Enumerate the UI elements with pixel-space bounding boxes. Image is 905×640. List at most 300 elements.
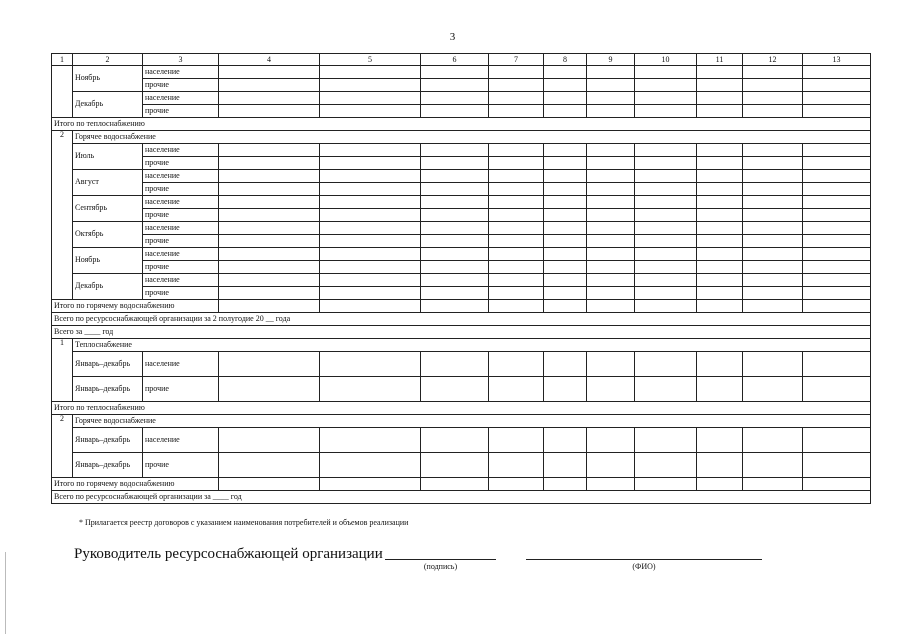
data-cell — [544, 274, 587, 287]
data-cell — [544, 170, 587, 183]
data-cell — [697, 66, 743, 79]
total-row — [52, 478, 871, 491]
data-cell — [421, 248, 489, 261]
data-cell — [635, 274, 697, 287]
data-cell — [587, 235, 635, 248]
data-cell — [320, 92, 421, 105]
data-cell — [544, 79, 587, 92]
table-row — [52, 377, 871, 402]
data-cell — [219, 144, 320, 157]
data-cell — [320, 196, 421, 209]
data-cell — [803, 248, 871, 261]
section-number — [52, 66, 73, 118]
data-cell — [489, 287, 544, 300]
table-row — [52, 274, 871, 287]
consumer-cell: население — [143, 274, 219, 287]
consumer-cell: население — [143, 248, 219, 261]
data-cell — [489, 453, 544, 478]
data-cell — [635, 300, 697, 313]
data-cell — [697, 92, 743, 105]
data-cell — [635, 105, 697, 118]
consumer-cell: население — [143, 428, 219, 453]
data-cell — [697, 287, 743, 300]
data-cell — [587, 248, 635, 261]
data-cell — [743, 261, 803, 274]
consumer-cell: население — [143, 170, 219, 183]
data-cell — [587, 92, 635, 105]
data-cell — [320, 287, 421, 300]
data-cell — [587, 144, 635, 157]
data-cell — [421, 209, 489, 222]
data-cell — [803, 300, 871, 313]
data-cell — [320, 300, 421, 313]
column-number: 4 — [219, 54, 320, 66]
data-cell — [544, 287, 587, 300]
signature-line — [385, 559, 496, 560]
data-cell — [635, 222, 697, 235]
data-cell — [219, 248, 320, 261]
data-cell — [489, 248, 544, 261]
data-cell — [421, 196, 489, 209]
data-cell — [635, 352, 697, 377]
data-cell — [803, 478, 871, 491]
data-cell — [743, 144, 803, 157]
section-number: 2 — [52, 415, 73, 478]
data-cell — [219, 209, 320, 222]
consumer-cell: население — [143, 144, 219, 157]
data-cell — [697, 183, 743, 196]
data-cell — [219, 170, 320, 183]
data-cell — [320, 170, 421, 183]
data-cell — [697, 235, 743, 248]
data-cell — [320, 377, 421, 402]
month-cell: Октябрь — [73, 222, 143, 248]
data-cell — [421, 66, 489, 79]
data-cell — [803, 170, 871, 183]
total-row — [52, 300, 871, 313]
month-cell: Август — [73, 170, 143, 196]
data-cell — [743, 300, 803, 313]
data-cell — [421, 222, 489, 235]
data-cell — [219, 478, 320, 491]
data-cell — [743, 157, 803, 170]
table-row — [52, 92, 871, 105]
total-label: Итого по теплоснабжению — [52, 402, 871, 415]
data-cell — [803, 105, 871, 118]
data-cell — [219, 105, 320, 118]
section-header-row — [52, 339, 871, 352]
data-cell — [544, 183, 587, 196]
data-cell — [421, 144, 489, 157]
data-cell — [803, 274, 871, 287]
data-cell — [587, 170, 635, 183]
column-number: 6 — [421, 54, 489, 66]
table-row — [52, 352, 871, 377]
column-number: 8 — [544, 54, 587, 66]
data-cell — [803, 183, 871, 196]
data-cell — [320, 157, 421, 170]
section-number: 2 — [52, 131, 73, 300]
data-cell — [697, 105, 743, 118]
data-cell — [587, 274, 635, 287]
total-row — [52, 118, 871, 131]
data-cell — [803, 79, 871, 92]
data-cell — [635, 209, 697, 222]
data-cell — [219, 196, 320, 209]
data-cell — [489, 66, 544, 79]
month-cell: Январь–декабрь — [73, 453, 143, 478]
data-cell — [635, 66, 697, 79]
table-row — [52, 196, 871, 209]
data-cell — [421, 170, 489, 183]
data-cell — [743, 377, 803, 402]
data-cell — [803, 287, 871, 300]
total-row — [52, 491, 871, 504]
consumer-cell: прочие — [143, 209, 219, 222]
consumer-cell: прочие — [143, 377, 219, 402]
data-cell — [219, 222, 320, 235]
data-cell — [587, 157, 635, 170]
signature-caption: (подпись) — [423, 562, 458, 571]
data-cell — [489, 478, 544, 491]
data-cell — [635, 235, 697, 248]
column-number: 10 — [635, 54, 697, 66]
data-cell — [743, 428, 803, 453]
data-cell — [219, 92, 320, 105]
data-cell — [544, 222, 587, 235]
data-cell — [421, 478, 489, 491]
column-number-row — [52, 54, 871, 66]
column-number: 2 — [73, 54, 143, 66]
data-cell — [587, 222, 635, 235]
data-cell — [803, 352, 871, 377]
data-cell — [743, 235, 803, 248]
column-number: 3 — [143, 54, 219, 66]
data-cell — [489, 300, 544, 313]
data-cell — [743, 79, 803, 92]
month-cell: Сентябрь — [73, 196, 143, 222]
data-cell — [544, 248, 587, 261]
total-row — [52, 326, 871, 339]
scan-margin-mark — [5, 552, 6, 634]
column-number: 5 — [320, 54, 421, 66]
data-cell — [743, 453, 803, 478]
data-cell — [697, 222, 743, 235]
data-cell — [544, 209, 587, 222]
data-cell — [803, 235, 871, 248]
data-cell — [489, 209, 544, 222]
total-label: Итого по теплоснабжению — [52, 118, 871, 131]
consumer-cell: население — [143, 222, 219, 235]
consumer-cell: прочие — [143, 287, 219, 300]
data-cell — [587, 66, 635, 79]
data-cell — [219, 453, 320, 478]
data-cell — [489, 428, 544, 453]
data-cell — [421, 453, 489, 478]
table-row — [52, 183, 871, 196]
data-cell — [803, 196, 871, 209]
data-cell — [219, 352, 320, 377]
data-cell — [635, 183, 697, 196]
data-cell — [587, 287, 635, 300]
total-label: Всего по ресурсоснабжающей организации за ____ год — [52, 491, 871, 504]
data-cell — [635, 428, 697, 453]
table-row — [52, 261, 871, 274]
data-cell — [697, 352, 743, 377]
data-cell — [743, 222, 803, 235]
data-cell — [421, 274, 489, 287]
month-cell: Январь–декабрь — [73, 428, 143, 453]
table-row — [52, 79, 871, 92]
data-cell — [743, 478, 803, 491]
data-cell — [587, 209, 635, 222]
data-cell — [544, 105, 587, 118]
data-cell — [421, 79, 489, 92]
data-cell — [635, 170, 697, 183]
data-cell — [587, 428, 635, 453]
data-cell — [697, 157, 743, 170]
data-cell — [489, 157, 544, 170]
data-cell — [320, 428, 421, 453]
data-cell — [743, 274, 803, 287]
data-cell — [489, 196, 544, 209]
data-cell — [421, 428, 489, 453]
data-cell — [489, 222, 544, 235]
data-cell — [489, 261, 544, 274]
month-cell: Июль — [73, 144, 143, 170]
consumer-cell: население — [143, 92, 219, 105]
data-cell — [421, 377, 489, 402]
total-row — [52, 313, 871, 326]
column-number: 1 — [52, 54, 73, 66]
data-cell — [803, 209, 871, 222]
consumer-cell: население — [143, 66, 219, 79]
data-cell — [544, 428, 587, 453]
data-cell — [219, 300, 320, 313]
data-cell — [697, 300, 743, 313]
data-cell — [219, 157, 320, 170]
data-cell — [489, 92, 544, 105]
data-cell — [219, 274, 320, 287]
table-row — [52, 209, 871, 222]
total-label: Итого по горячему водоснабжению — [52, 300, 219, 313]
section-number: 1 — [52, 339, 73, 402]
data-cell — [743, 105, 803, 118]
data-cell — [587, 183, 635, 196]
month-cell: Ноябрь — [73, 66, 143, 92]
footnote: * Прилагается реестр договоров с указанием наименования потребителей и объемов реализации — [79, 518, 409, 527]
data-cell — [489, 235, 544, 248]
table-row — [52, 157, 871, 170]
data-cell — [697, 248, 743, 261]
signature-label: Руководитель ресурсоснабжающей организации — [74, 546, 383, 562]
month-cell: Январь–декабрь — [73, 377, 143, 402]
data-cell — [697, 209, 743, 222]
table-row — [52, 144, 871, 157]
total-label: Итого по горячему водоснабжению — [52, 478, 219, 491]
data-cell — [803, 222, 871, 235]
data-cell — [421, 300, 489, 313]
consumer-cell: прочие — [143, 453, 219, 478]
data-cell — [489, 274, 544, 287]
data-cell — [421, 183, 489, 196]
data-cell — [743, 66, 803, 79]
data-cell — [489, 144, 544, 157]
data-cell — [320, 478, 421, 491]
report-table — [51, 53, 871, 504]
consumer-cell: прочие — [143, 235, 219, 248]
section-title: Горячее водоснабжение — [73, 131, 871, 144]
table-row — [52, 222, 871, 235]
data-cell — [743, 183, 803, 196]
data-cell — [803, 428, 871, 453]
consumer-cell: прочие — [143, 105, 219, 118]
consumer-cell: население — [143, 196, 219, 209]
consumer-cell: население — [143, 352, 219, 377]
data-cell — [635, 144, 697, 157]
section-header-row — [52, 415, 871, 428]
data-cell — [219, 377, 320, 402]
data-cell — [587, 261, 635, 274]
data-cell — [587, 79, 635, 92]
data-cell — [697, 274, 743, 287]
data-cell — [219, 235, 320, 248]
data-cell — [635, 261, 697, 274]
data-cell — [421, 157, 489, 170]
data-cell — [635, 287, 697, 300]
data-cell — [587, 377, 635, 402]
data-cell — [219, 261, 320, 274]
data-cell — [803, 92, 871, 105]
data-cell — [587, 453, 635, 478]
data-cell — [635, 453, 697, 478]
data-cell — [803, 66, 871, 79]
data-cell — [697, 478, 743, 491]
consumer-cell: прочие — [143, 261, 219, 274]
data-cell — [320, 79, 421, 92]
table-row — [52, 248, 871, 261]
column-number: 11 — [697, 54, 743, 66]
data-cell — [320, 144, 421, 157]
data-cell — [743, 209, 803, 222]
page-number: 3 — [449, 31, 456, 43]
data-cell — [320, 352, 421, 377]
column-number: 12 — [743, 54, 803, 66]
table-row — [52, 235, 871, 248]
total-label: Всего по ресурсоснабжающей организации за 2 полугодие 20 __ года — [52, 313, 871, 326]
data-cell — [544, 261, 587, 274]
data-cell — [320, 183, 421, 196]
name-line — [526, 559, 762, 560]
data-cell — [320, 105, 421, 118]
table-row — [52, 105, 871, 118]
data-cell — [489, 79, 544, 92]
data-cell — [320, 261, 421, 274]
data-cell — [219, 79, 320, 92]
data-cell — [803, 144, 871, 157]
data-cell — [544, 66, 587, 79]
data-cell — [421, 105, 489, 118]
table-row — [52, 287, 871, 300]
table-row — [52, 170, 871, 183]
data-cell — [219, 183, 320, 196]
data-cell — [219, 66, 320, 79]
data-cell — [320, 66, 421, 79]
data-cell — [544, 352, 587, 377]
data-cell — [421, 261, 489, 274]
table-row — [52, 428, 871, 453]
data-cell — [544, 196, 587, 209]
data-cell — [489, 377, 544, 402]
data-cell — [421, 235, 489, 248]
data-cell — [635, 92, 697, 105]
data-cell — [635, 478, 697, 491]
data-cell — [743, 92, 803, 105]
data-cell — [697, 79, 743, 92]
data-cell — [489, 352, 544, 377]
data-cell — [743, 287, 803, 300]
data-cell — [743, 248, 803, 261]
data-cell — [320, 235, 421, 248]
data-cell — [489, 105, 544, 118]
data-cell — [421, 287, 489, 300]
table-row — [52, 453, 871, 478]
consumer-cell: прочие — [143, 79, 219, 92]
data-cell — [697, 453, 743, 478]
data-cell — [219, 428, 320, 453]
total-row — [52, 402, 871, 415]
data-cell — [587, 478, 635, 491]
data-cell — [743, 196, 803, 209]
consumer-cell: прочие — [143, 157, 219, 170]
data-cell — [635, 377, 697, 402]
section-title: Горячее водоснабжение — [73, 415, 871, 428]
data-cell — [544, 157, 587, 170]
table-row — [52, 66, 871, 79]
month-cell: Ноябрь — [73, 248, 143, 274]
data-cell — [803, 261, 871, 274]
data-cell — [587, 352, 635, 377]
data-cell — [544, 144, 587, 157]
data-cell — [544, 235, 587, 248]
section-title: Теплоснабжение — [73, 339, 871, 352]
data-cell — [320, 209, 421, 222]
data-cell — [219, 287, 320, 300]
total-label: Всего за ____ год — [52, 326, 871, 339]
data-cell — [320, 222, 421, 235]
column-number: 13 — [803, 54, 871, 66]
data-cell — [587, 105, 635, 118]
data-cell — [544, 377, 587, 402]
data-cell — [544, 478, 587, 491]
data-cell — [697, 377, 743, 402]
data-cell — [803, 377, 871, 402]
column-number: 7 — [489, 54, 544, 66]
data-cell — [697, 196, 743, 209]
data-cell — [544, 92, 587, 105]
data-cell — [743, 352, 803, 377]
month-cell: Январь–декабрь — [73, 352, 143, 377]
name-caption: (ФИО) — [632, 562, 656, 571]
data-cell — [697, 144, 743, 157]
data-cell — [544, 300, 587, 313]
month-cell: Декабрь — [73, 274, 143, 300]
data-cell — [803, 157, 871, 170]
data-cell — [320, 248, 421, 261]
data-cell — [421, 92, 489, 105]
column-number: 9 — [587, 54, 635, 66]
data-cell — [743, 170, 803, 183]
